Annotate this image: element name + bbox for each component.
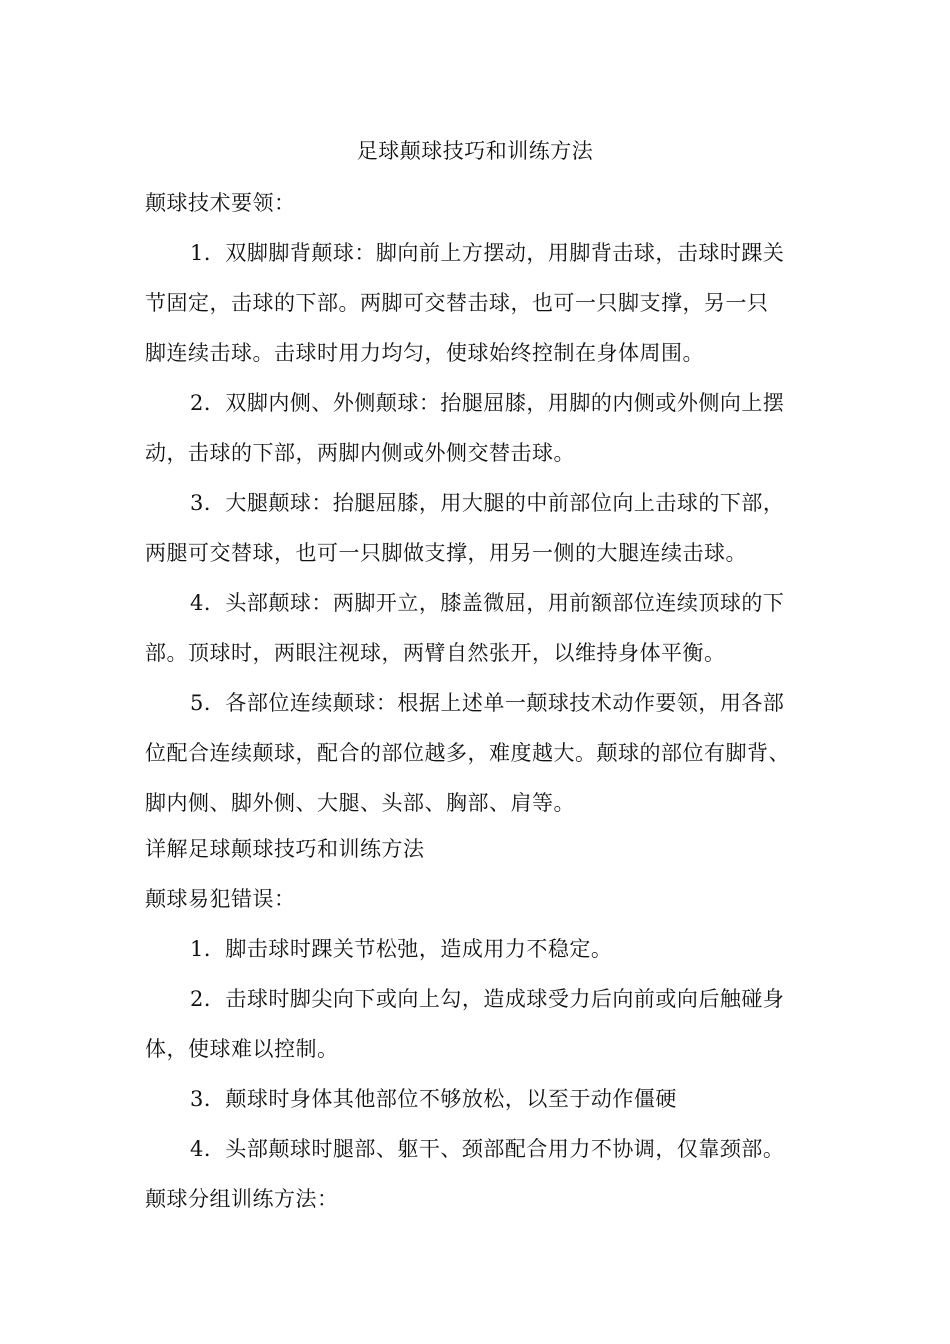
page-title: 足球颠球技巧和训练方法 [356,139,594,163]
section-heading: 颠球分组训练方法： [145,1187,339,1211]
paragraph-line: 位配合连续颠球，配合的部位越多，难度越大。颠球的部位有脚背、 [145,741,790,765]
paragraph-line: 节固定，击球的下部。两脚可交替击球，也可一只脚支撑，另一只 [145,291,769,315]
section-heading: 详解足球颠球技巧和训练方法 [145,837,425,861]
paragraph-line: 体，使球难以控制。 [145,1037,339,1061]
section-heading: 颠球技术要领： [145,191,296,215]
paragraph-line: 动，击球的下部，两脚内侧或外侧交替击球。 [145,441,575,465]
paragraph-line: 两腿可交替球，也可一只脚做支撑，用另一侧的大腿连续击球。 [145,541,747,565]
paragraph-line: 4．头部颠球：两脚开立，膝盖微屈，用前额部位连续顶球的下 [190,591,785,615]
paragraph-line: 脚连续击球。击球时用力均匀，使球始终控制在身体周围。 [145,341,704,365]
paragraph-line: 3．大腿颠球：抬腿屈膝，用大腿的中前部位向上击球的下部， [190,491,785,515]
paragraph-line: 脚内侧、脚外侧、大腿、头部、胸部、肩等。 [145,791,575,815]
paragraph-line: 1．双脚脚背颠球：脚向前上方摆动，用脚背击球，击球时踝关 [190,241,785,265]
paragraph-line: 部。顶球时，两眼注视球，两臂自然张开，以维持身体平衡。 [145,641,726,665]
paragraph-line: 4．头部颠球时腿部、躯干、颈部配合用力不协调，仅靠颈部。 [190,1137,785,1161]
section-heading: 颠球易犯错误： [145,887,296,911]
paragraph-line: 5．各部位连续颠球：根据上述单一颠球技术动作要领，用各部 [190,691,785,715]
paragraph-line: 2．击球时脚尖向下或向上勾，造成球受力后向前或向后触碰身 [190,987,785,1011]
paragraph-line: 1．脚击球时踝关节松弛，造成用力不稳定。 [190,937,613,961]
paragraph-line: 3．颠球时身体其他部位不够放松，以至于动作僵硬 [190,1087,677,1111]
paragraph-line: 2．双脚内侧、外侧颠球：抬腿屈膝，用脚的内侧或外侧向上摆 [190,391,785,415]
